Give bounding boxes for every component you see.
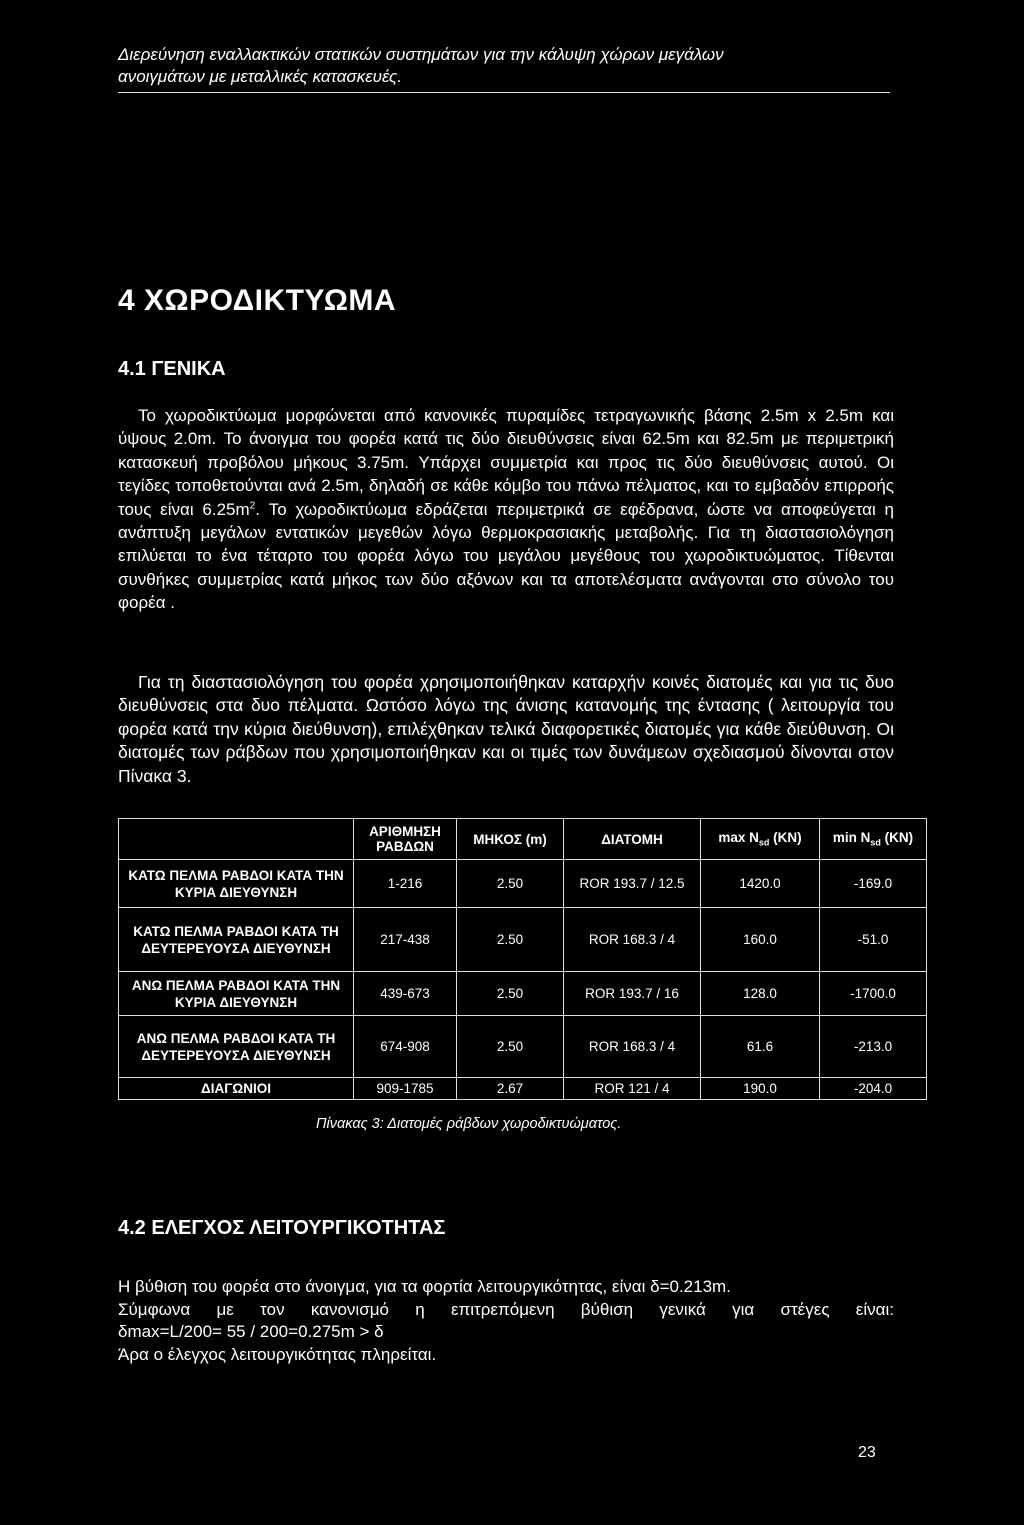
header-nmin: $\min N_{sd}$ (KN)	[820, 819, 927, 860]
cell-section: ROR 121 / 4	[564, 1078, 701, 1100]
cell-length: 2.50	[457, 1016, 564, 1078]
row-label: ΔΙΑΓΩΝΙΟΙ	[119, 1078, 354, 1100]
table-header-row	[119, 819, 927, 860]
cell-length: 2.50	[457, 908, 564, 972]
serviceability-line-1: Η βύθιση του φορέα στο άνοιγμα, για τα φορτία λειτουργικότητας, είναι δ=0.213m.	[118, 1277, 731, 1296]
serviceability-line-2: Σύμφωνα με τον κανονισμό η επιτρεπόμενη βύθιση γενικά για στέγες είναι:	[118, 1299, 894, 1319]
cell-length: 2.50	[457, 972, 564, 1016]
cell-nmin: -1700.0	[820, 972, 927, 1016]
section-title-serviceability: 4.2 ΕΛΕΓΧΟΣ ΛΕΙΤΟΥΡΓΙΚΟΤΗΤΑΣ	[118, 1217, 446, 1239]
chapter-title: 4 ΧΩΡΟΔΙΚΤΥΩΜΑ	[118, 284, 397, 317]
serviceability-line-3: δmax=L/200= 55 / 200=0.275m > δ	[118, 1322, 384, 1341]
cell-length: 2.50	[457, 860, 564, 908]
section-title-general: 4.1 ΓΕΝΙΚΑ	[118, 358, 226, 380]
page-number: 23	[858, 1444, 876, 1461]
paragraph-2	[118, 671, 894, 788]
paragraph-1-text-a: Το χωροδικτύωμα μορφώνεται από κανονικές πυραμίδες τετραγωνικής βάσης 2.5m x 2.5m και ύψους 2.0m. Το άνοιγμα του φορέα κατά τις δύο διευθύνσεις είναι 62.5m και 82.5m με περιμετρική κατασκευή προβόλου μήκους 3.75m. Υπάρχει συμμετρία και προς τις δύο διευθύνσεις αυτού. Οι τεγίδες τοποθετούνται ανά 2.5m, δηλαδή σε κάθε κόμβο του πάνω πέλματος, και το εμβαδόν επιρροής τους είναι 6.25m	[118, 406, 894, 519]
row-label: ΚΑΤΩ ΠΕΛΜΑ ΡΑΒΔΟΙ ΚΑΤΑ ΤΗΝ ΚΥΡΙΑ ΔΙΕΥΘΥΝΣΗ	[119, 860, 354, 908]
header-label	[119, 819, 354, 860]
cell-rods: 909-1785	[354, 1078, 457, 1100]
cell-nmax: 160.0	[701, 908, 820, 972]
header-section: ΔΙΑΤΟΜΗ	[564, 819, 701, 860]
table-row	[119, 1016, 927, 1078]
cell-section: ROR 168.3 / 4	[564, 1016, 701, 1078]
table-row	[119, 972, 927, 1016]
paragraph-1	[118, 404, 894, 615]
cell-rods: 217-438	[354, 908, 457, 972]
running-header	[118, 44, 890, 93]
cell-section: ROR 168.3 / 4	[564, 908, 701, 972]
cell-nmin: -213.0	[820, 1016, 927, 1078]
table-row	[119, 1078, 927, 1100]
serviceability-text	[118, 1276, 894, 1366]
cell-nmin: -51.0	[820, 908, 927, 972]
rod-sections-table	[118, 818, 927, 1100]
table-row	[119, 860, 927, 908]
table-row	[119, 908, 927, 972]
header-rods: ΑΡΙΘΜΗΣΗ ΡΑΒΔΩΝ	[354, 819, 457, 860]
serviceability-line-4: Άρα ο έλεγχος λειτουργικότητας πληρείται.	[118, 1344, 437, 1364]
paragraph-2-text: Για τη διαστασιολόγηση του φορέα χρησιμοποιήθηκαν καταρχήν κοινές διατομές και για τις δυο διευθύνσεις στα δυο πέλματα. Ωστόσο λόγω της άνισης κατανομής της έντασης ( λειτουργία του φορέα κατά την κύρια διεύθυνση), επιλέχθηκαν τελικά διαφορετικές διατομές για κάθε διεύθυνση. Οι διατομές των ράβδων που χρησιμοποιήθηκαν και οι τιμές των δυνάμεων σχεδιασμού δίνονται στον Πίνακα 3.	[118, 672, 894, 786]
running-header-line2: ανοιγμάτων με μεταλλικές κατασκευές.	[118, 67, 403, 86]
paragraph-1-superscript: 2	[249, 499, 256, 511]
paragraph-1-text-b: . Το χωροδικτύωμα εδράζεται περιμετρικά σε εφέδρανα, ώστε να αποφεύγεται η ανάπτυξη μεγάλων εντατικών μεγεθών λόγω θερμοκρασιακής μεταβολής. Για τη διαστασιολόγηση επιλύεται το ένα τέταρτο του φορέα λόγω του μεγάλου μεγέθους του χωροδικτυώματος. Τίθενται συνθήκες συμμετρίας κατά μήκος των δύο αξόνων και τα αποτελέσματα ανάγονται στο σύνολο του φορέα .	[118, 499, 894, 613]
cell-nmax: 1420.0	[701, 860, 820, 908]
row-label: ΚΑΤΩ ΠΕΛΜΑ ΡΑΒΔΟΙ ΚΑΤΑ ΤΗ ΔΕΥΤΕΡΕΥΟΥΣΑ ΔΙΕΥΘΥΝΣΗ	[119, 908, 354, 972]
cell-nmin: -204.0	[820, 1078, 927, 1100]
cell-nmax: 128.0	[701, 972, 820, 1016]
cell-section: ROR 193.7 / 16	[564, 972, 701, 1016]
row-label: ΑΝΩ ΠΕΛΜΑ ΡΑΒΔΟΙ ΚΑΤΑ ΤΗ ΔΕΥΤΕΡΕΥΟΥΣΑ ΔΙΕΥΘΥΝΣΗ	[119, 1016, 354, 1078]
cell-nmax: 190.0	[701, 1078, 820, 1100]
cell-nmin: -169.0	[820, 860, 927, 908]
running-header-line1: Διερεύνηση εναλλακτικών στατικών συστημάτων για την κάλυψη χώρων μεγάλων	[118, 45, 724, 64]
cell-section: ROR 193.7 / 12.5	[564, 860, 701, 908]
header-length: ΜΗΚΟΣ (m)	[457, 819, 564, 860]
cell-rods: 439-673	[354, 972, 457, 1016]
row-label: ΑΝΩ ΠΕΛΜΑ ΡΑΒΔΟΙ ΚΑΤΑ ΤΗΝ ΚΥΡΙΑ ΔΙΕΥΘΥΝΣΗ	[119, 972, 354, 1016]
cell-rods: 1-216	[354, 860, 457, 908]
cell-length: 2.67	[457, 1078, 564, 1100]
cell-nmax: 61.6	[701, 1016, 820, 1078]
header-nmax: $\max N_{sd}$ (KN)	[701, 819, 820, 860]
table-caption: Πίνακας 3: Διατομές ράβδων χωροδικτυώματος.	[316, 1116, 622, 1132]
cell-rods: 674-908	[354, 1016, 457, 1078]
